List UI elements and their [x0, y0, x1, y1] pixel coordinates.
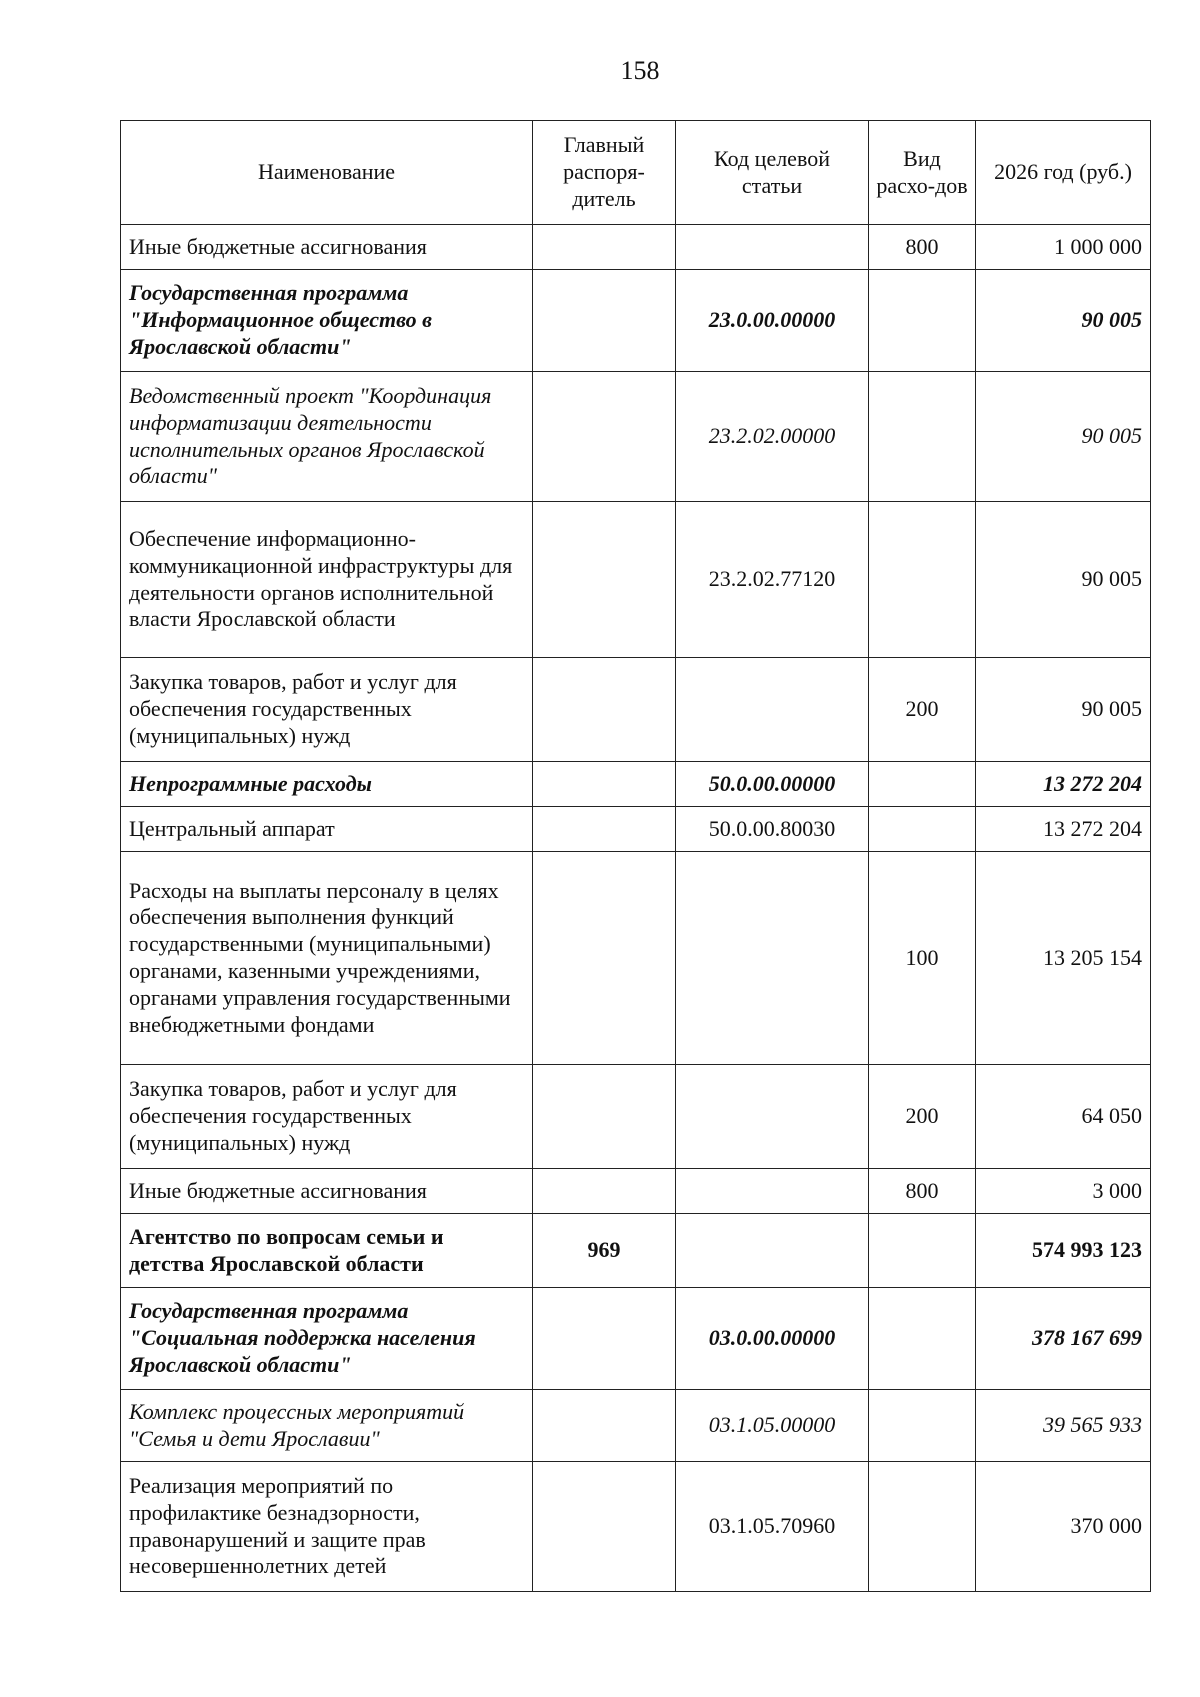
cell-name: Агентство по вопросам семьи и детства Ярославской области: [121, 1214, 533, 1288]
cell-code: 23.2.02.77120: [676, 502, 869, 658]
cell-code: 23.2.02.00000: [676, 372, 869, 502]
cell-amount: 90 005: [976, 658, 1151, 762]
cell-manager: [533, 1390, 676, 1462]
page-number: 158: [620, 56, 660, 85]
cell-code: [676, 225, 869, 270]
header-manager: Главный распоря-дитель: [533, 121, 676, 225]
cell-amount: 574 993 123: [976, 1214, 1151, 1288]
cell-code: 50.0.00.80030: [676, 807, 869, 852]
cell-kind: 100: [869, 852, 976, 1065]
cell-amount: 13 205 154: [976, 852, 1151, 1065]
cell-code: [676, 852, 869, 1065]
cell-code: [676, 658, 869, 762]
header-name: Наименование: [121, 121, 533, 225]
cell-code: [676, 1169, 869, 1214]
cell-manager: [533, 1462, 676, 1592]
table-body: [121, 225, 1151, 1592]
cell-kind: [869, 270, 976, 372]
cell-name: Обеспечение информационно-коммуникационной инфраструктуры для деятельности органов исполнительной власти Ярославской области: [121, 502, 533, 658]
cell-kind: [869, 1288, 976, 1390]
cell-manager: [533, 270, 676, 372]
cell-amount: 3 000: [976, 1169, 1151, 1214]
cell-code: [676, 1065, 869, 1169]
cell-manager: [533, 1065, 676, 1169]
cell-code: [676, 1214, 869, 1288]
cell-amount: 39 565 933: [976, 1390, 1151, 1462]
table-row: [121, 502, 1151, 658]
cell-manager: [533, 1288, 676, 1390]
cell-code: 03.1.05.00000: [676, 1390, 869, 1462]
cell-name: Непрограммные расходы: [121, 762, 533, 807]
table-row: [121, 225, 1151, 270]
cell-name: Ведомственный проект "Координация информатизации деятельности исполнительных органов Ярославской области": [121, 372, 533, 502]
cell-manager: [533, 225, 676, 270]
cell-name: Закупка товаров, работ и услуг для обеспечения государственных (муниципальных) нужд: [121, 658, 533, 762]
table-row: [121, 1169, 1151, 1214]
cell-name: Реализация мероприятий по профилактике безнадзорности, правонарушений и защите прав несовершеннолетних детей: [121, 1462, 533, 1592]
table-row: [121, 1214, 1151, 1288]
cell-kind: 800: [869, 1169, 976, 1214]
cell-manager: [533, 502, 676, 658]
cell-kind: [869, 372, 976, 502]
cell-kind: [869, 1390, 976, 1462]
cell-kind: 200: [869, 658, 976, 762]
cell-kind: [869, 807, 976, 852]
table-row: [121, 1390, 1151, 1462]
cell-amount: 90 005: [976, 372, 1151, 502]
header-kind: Вид расхо-дов: [869, 121, 976, 225]
cell-amount: 1 000 000: [976, 225, 1151, 270]
cell-manager: [533, 372, 676, 502]
table-row: [121, 1462, 1151, 1592]
header-amount: 2026 год (руб.): [976, 121, 1151, 225]
cell-name: Закупка товаров, работ и услуг для обеспечения государственных (муниципальных) нужд: [121, 1065, 533, 1169]
cell-manager: [533, 807, 676, 852]
cell-manager: [533, 658, 676, 762]
cell-amount: 90 005: [976, 502, 1151, 658]
cell-amount: 90 005: [976, 270, 1151, 372]
cell-manager: 969: [533, 1214, 676, 1288]
cell-name: Иные бюджетные ассигнования: [121, 1169, 533, 1214]
cell-kind: [869, 502, 976, 658]
cell-manager: [533, 852, 676, 1065]
cell-code: 03.1.05.70960: [676, 1462, 869, 1592]
table-row: [121, 807, 1151, 852]
cell-amount: 64 050: [976, 1065, 1151, 1169]
cell-name: Государственная программа "Информационное общество в Ярославской области": [121, 270, 533, 372]
cell-kind: 200: [869, 1065, 976, 1169]
cell-name: Центральный аппарат: [121, 807, 533, 852]
cell-code: 03.0.00.00000: [676, 1288, 869, 1390]
budget-table: [120, 120, 1151, 1592]
cell-code: 50.0.00.00000: [676, 762, 869, 807]
cell-name: Расходы на выплаты персоналу в целях обеспечения выполнения функций государственными (муниципальными) органами, казенными учреждениями, органами управления государственными внебюджетными фондами: [121, 852, 533, 1065]
cell-amount: 13 272 204: [976, 762, 1151, 807]
cell-kind: 800: [869, 225, 976, 270]
cell-amount: 378 167 699: [976, 1288, 1151, 1390]
header-code: Код целевой статьи: [676, 121, 869, 225]
cell-manager: [533, 1169, 676, 1214]
cell-amount: 370 000: [976, 1462, 1151, 1592]
cell-kind: [869, 1462, 976, 1592]
table-row: [121, 852, 1151, 1065]
table-row: [121, 762, 1151, 807]
cell-name: Иные бюджетные ассигнования: [121, 225, 533, 270]
table-row: [121, 658, 1151, 762]
cell-kind: [869, 1214, 976, 1288]
cell-amount: 13 272 204: [976, 807, 1151, 852]
table-row: [121, 1065, 1151, 1169]
cell-name: Государственная программа "Социальная поддержка населения Ярославской области": [121, 1288, 533, 1390]
cell-name: Комплекс процессных мероприятий "Семья и дети Ярославии": [121, 1390, 533, 1462]
table-row: [121, 1288, 1151, 1390]
cell-manager: [533, 762, 676, 807]
header-row: [121, 121, 1151, 225]
cell-kind: [869, 762, 976, 807]
table-row: [121, 372, 1151, 502]
cell-code: 23.0.00.00000: [676, 270, 869, 372]
table-row: [121, 270, 1151, 372]
